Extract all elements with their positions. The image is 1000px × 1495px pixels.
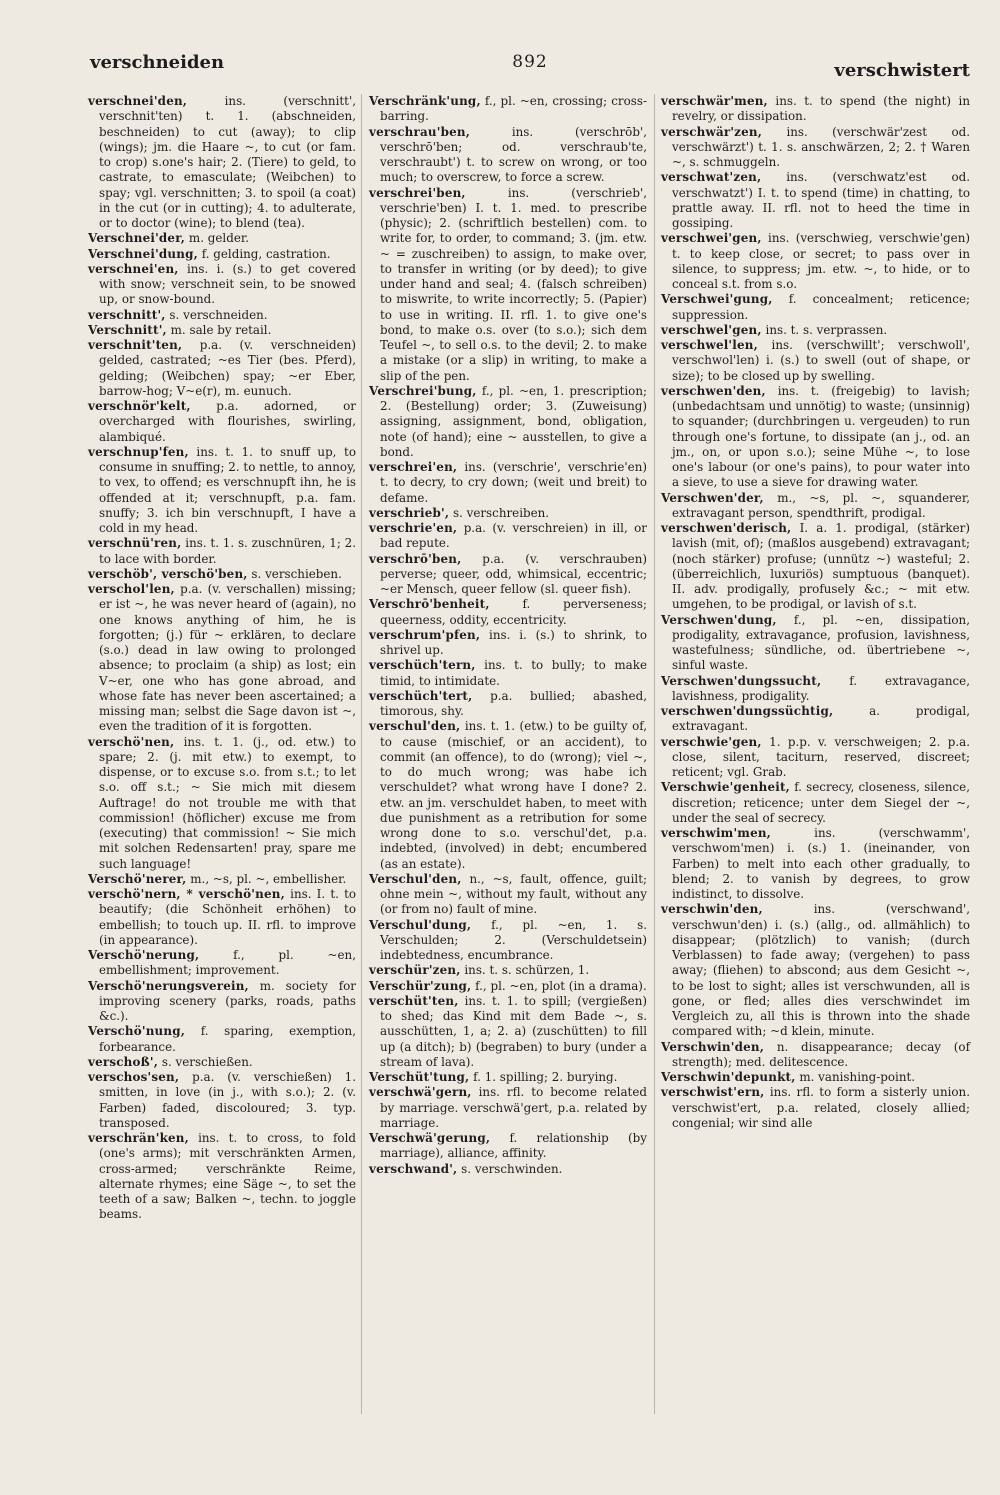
- entry-headword: verschul'den,: [369, 719, 461, 734]
- column-divider: [361, 94, 362, 1414]
- entry-headword: verschwim'men,: [661, 826, 772, 840]
- entry-definition: f., pl. ~en, dissipation, prodigality, extravagance, profusion, lavishness, wastefulness; sündliche, od. übertriebene ~, sinful waste.: [672, 612, 970, 673]
- left-guide-word: verschneiden: [90, 52, 225, 73]
- entry-definition: ins. t. s. schürzen, 1.: [460, 963, 590, 978]
- entry-headword: Verschnitt',: [88, 322, 167, 337]
- dictionary-entry: [369, 506, 647, 521]
- entry-headword: verschür'zen,: [369, 963, 461, 978]
- entry-headword: verschwä'gern,: [369, 1085, 472, 1100]
- entry-definition: f. relationship (by marriage), alliance, affinity.: [380, 1131, 647, 1161]
- entry-definition: ins. t. to bully; to make timid, to intimidate.: [380, 658, 647, 688]
- entry-definition: ins. rfl. to become related by marriage. verschwä'gert, p.a. related by marriage.: [380, 1085, 647, 1130]
- dictionary-entry: [88, 872, 356, 887]
- entry-headword: Verschö'nerung,: [88, 948, 200, 962]
- entry-headword: verschnup'fen,: [88, 444, 189, 459]
- entry-definition: ins. (verschwand', verschwun'den) i. (s.) (allg., od. allmählich) to disappear; (plötzlich) to vanish; (durch Verblassen) to fade away; (vergehen) to pass away; (fliehen) to abscond; aus dem Gesicht ~, to be lost to sight; alles ist verschwunden, all is gone, or fled; alles dies verschwindet im Vergleich zu, all this is thrown into the shade compared with; ~d klein, minute.: [672, 902, 970, 1039]
- entry-headword: Verschö'nung,: [88, 1024, 186, 1039]
- entry-headword: verschrau'ben,: [369, 124, 471, 139]
- dictionary-entry: [369, 872, 647, 918]
- dictionary-entry: [661, 94, 970, 125]
- entry-headword: verschrei'ben,: [369, 185, 466, 200]
- dictionary-entry: [88, 1055, 356, 1070]
- dictionary-entry: [661, 735, 970, 781]
- entry-headword: verschrum'pfen,: [369, 627, 481, 642]
- entry-definition: p.a. (v. verschreien) in ill, or bad repute.: [380, 521, 647, 551]
- entry-definition: f., pl. ~en, 1. s. Verschulden; 2. (Verschuldetsein) indebtedness, encumbrance.: [380, 917, 647, 962]
- entry-definition: ins. t. 1. (etw.) to be guilty of, to cause (mischief, or an accident), to commit (an offence), to do (wrong); viel ~, to do much wrong; was habe ich verschuldet? what wrong have I done? 2. etw. an jm. verschuldet haben, to meet with due punishment as a retribution for some wrong done to s.o. verschul'det, p.a. indebted, (involved) in debt; encumbered (as an estate).: [380, 719, 647, 871]
- entry-headword: verschwand',: [369, 1161, 458, 1176]
- dictionary-entry: [88, 399, 356, 445]
- column-divider: [654, 94, 655, 1414]
- entry-headword: verschwen'derisch,: [661, 521, 792, 535]
- entry-definition: f., pl. ~en, plot (in a drama).: [471, 978, 647, 993]
- entry-definition: ins. rfl. to form a sisterly union. verschwist'ert, p.a. related, closely allied; congenial; wir sind alle: [672, 1085, 970, 1130]
- entry-headword: Verschwä'gerung,: [369, 1131, 491, 1145]
- entry-definition: p.a. (v. verschallen) missing; er ist ~, he was never heard of (again), no one knows anything of him, he is forgotten; (j.) für ~ erklären, to declare (s.o.) dead in law owing to prolonged absence; to proclaim (a ship) as lost; ein V~er, one who has gone abroad, and whose fate has never been ascertained; a missing man; selbst die Sage davon ist ~, even the tradition of it is forgotten.: [99, 582, 356, 734]
- entry-definition: m. society for improving scenery (parks, roads, paths &c.).: [99, 978, 356, 1023]
- dictionary-entry: [88, 567, 356, 582]
- entry-headword: Verschwen'dungssucht,: [661, 673, 822, 688]
- entry-definition: f. 1. spilling; 2. burying.: [469, 1070, 618, 1084]
- dictionary-column-2: [369, 94, 647, 1177]
- entry-headword: verschwel'gen,: [661, 322, 762, 337]
- dictionary-entry: [88, 308, 356, 323]
- entry-definition: n., ~s, fault, offence, guilt; ohne mein ~, without my fault, without any (or from no) fault of mine.: [380, 871, 647, 917]
- dictionary-entry: [88, 323, 356, 338]
- entry-definition: ins. (verschwär'zest od. verschwärzt') t. 1. s. anschwärzen, 2; 2. † Waren ~, s. schmuggeln.: [672, 124, 970, 169]
- dictionary-entry: [369, 1131, 647, 1162]
- entry-definition: f. concealment; reticence; suppression.: [672, 292, 970, 322]
- entry-headword: Verschnei'der,: [88, 231, 186, 246]
- dictionary-entry: [369, 994, 647, 1070]
- dictionary-entry: [661, 826, 970, 902]
- entry-headword: Verschul'den,: [369, 871, 462, 886]
- entry-definition: f. gelding, castration.: [197, 246, 331, 261]
- entry-headword: verschrän'ken,: [88, 1131, 189, 1145]
- entry-definition: f. sparing, exemption, forbearance.: [99, 1024, 356, 1054]
- dictionary-entry: [369, 552, 647, 598]
- entry-headword: Verschwei'gung,: [661, 292, 773, 307]
- dictionary-entry: [88, 1024, 356, 1055]
- entry-definition: a. prodigal, extravagant.: [672, 704, 970, 734]
- dictionary-entry: [369, 597, 647, 628]
- dictionary-entry: [88, 735, 356, 872]
- entry-headword: Verschrō'benheit,: [369, 597, 490, 612]
- entry-headword: verschos'sen,: [88, 1070, 180, 1084]
- dictionary-entry: [369, 689, 647, 720]
- dictionary-entry: [369, 979, 647, 994]
- dictionary-entry: [661, 323, 970, 338]
- dictionary-entry: [88, 445, 356, 537]
- entry-headword: verschwei'gen,: [661, 231, 762, 246]
- dictionary-entry: [661, 613, 970, 674]
- entry-headword: Verschwie'genheit,: [661, 780, 790, 795]
- entry-definition: ins. (verschwillt'; verschwoll', verschwol'len) i. (s.) to swell (out of shape, or size); to be closed up by swelling.: [672, 338, 970, 383]
- entry-headword: verschoß',: [88, 1054, 159, 1069]
- entry-headword: verschwat'zen,: [661, 170, 762, 185]
- dictionary-entry: [88, 231, 356, 246]
- dictionary-entry: [369, 918, 647, 964]
- entry-headword: Verschwin'den,: [661, 1039, 765, 1054]
- right-guide-word: verschwistert: [834, 60, 970, 81]
- dictionary-entry: [88, 338, 356, 399]
- entry-headword: Verschränk'ung,: [369, 94, 481, 108]
- dictionary-entry: [661, 780, 970, 826]
- entry-headword: Verschö'nerungsverein,: [88, 978, 249, 993]
- entry-headword: verschüt'ten,: [369, 993, 459, 1008]
- entry-headword: verschwie'gen,: [661, 734, 762, 749]
- entry-definition: ins. t. (freigebig) to lavish; (unbedachtsam und unnötig) to waste; (unsinnig) to squander; (durchbringen u. vergeuden) to run through one's fortune, to dissipate (an j., od. an jm., on, or upon s.o.); seine Mühe ~, to lose one's labour (or one's pains), to pour water into a sieve, to use a sieve for drawing water.: [672, 383, 971, 490]
- entry-definition: p.a. (v. verschrauben) perverse; queer, odd, whimsical, eccentric; ~er Mensch, queer fellow (sl. queer fish).: [380, 551, 647, 596]
- dictionary-entry: [661, 384, 970, 491]
- dictionary-entry: [369, 719, 647, 872]
- dictionary-entry: [661, 231, 970, 292]
- dictionary-entry: [369, 1162, 647, 1177]
- entry-definition: ins. t. to cross, to fold (one's arms); mit verschränkten Armen, cross-armed; verschränkte Reime, alternate rhymes; eine Säge ~, to set the teeth of a saw; Balken ~, techn. to joggle beams.: [99, 1131, 356, 1222]
- entry-definition: 1. p.p. v. verschweigen; 2. p.a. close, silent, taciturn, reserved, discreet; reticent; vgl. Grab.: [672, 734, 970, 779]
- entry-headword: verschö'nern, * verschö'nen,: [88, 887, 285, 901]
- entry-definition: f., pl. ~en, embellishment; improvement.: [99, 948, 356, 978]
- entry-definition: ins. t. s. verprassen.: [761, 322, 888, 337]
- dictionary-entry: [661, 1070, 970, 1085]
- entry-definition: ins. (verschnitt', verschnit'ten) t. 1. (abschneiden, beschneiden) to cut (away); to clip (wings); jm. die Haare ~, to cut (or fam. to crop) s.one's hair; 2. (Tiere) to geld, to castrate, to emasculate; (Weibchen) to spay; vgl. verschnitten; 3. to spoil (a coat) in the cut (or in cutting); 4. to adulterate, or to doctor (wine); to blend (tea).: [99, 94, 356, 230]
- entry-definition: ins. i. (s.) to get covered with snow; verschneit sein, to be snowed up, or snow-bound.: [99, 261, 356, 307]
- dictionary-entry: [369, 1085, 647, 1131]
- entry-headword: Verschüt'tung,: [369, 1070, 470, 1084]
- entry-definition: ins. (verschrōb', verschrō'ben; od. verschraub'te, verschraubt') t. to screw on wrong, or too much; to overscrew, to force a screw.: [380, 124, 647, 185]
- entry-headword: verschöb', verschö'ben,: [88, 566, 248, 581]
- entry-definition: p.a. adorned, or overcharged with flourishes, swirling, alambiqué.: [99, 399, 356, 444]
- entry-definition: ins. (verschwamm', verschwom'men) i. (s.) 1. (ineinander, von Farben) to melt into each other gradually, to blend; 2. to vanish by degrees, to grow indistinct, to dissolve.: [672, 826, 970, 901]
- entry-definition: p.a. (v. verschießen) 1. smitten, in love (in j., with s.o.); 2. (v. Farben) faded, discoloured; 3. typ. transposed.: [99, 1070, 356, 1130]
- dictionary-entry: [661, 521, 970, 613]
- entry-definition: m. gelder.: [185, 231, 250, 246]
- entry-definition: ins. (verschwatz'est od. verschwatzt') I. t. to spend (time) in chatting, to prattle away. II. rfl. not to heed the time in gossiping.: [672, 170, 970, 230]
- page-header: [90, 52, 970, 86]
- dictionary-entry: [661, 704, 970, 735]
- entry-headword: verschüch'tert,: [369, 688, 473, 703]
- entry-definition: n. disappearance; decay (of strength); med. delitescence.: [672, 1039, 970, 1069]
- dictionary-entry: [661, 902, 970, 1039]
- dictionary-entry: [369, 125, 647, 186]
- entry-definition: ins. t. 1. (j., od. etw.) to spare; 2. (j. mit etw.) to exempt, to dispense, or to excuse s.o. from s.t.; to let s.o. off s.t.; ~ Sie mich mit diesem Auftrage! do not trouble me with that commission! (höflicher) excuse me from (executing) that commission! ~ Sie mich mit solchen Redensarten! pray, spare me such language!: [99, 734, 356, 871]
- entry-definition: I. a. 1. prodigal, (stärker) lavish (mit, of); (maßlos ausgebend) extravagant; (noch stärker) profuse; (unnütz ~) wasteful; 2. (überreichlich, luxuriös) sumptuous (banquet). II. adv. prodigally, profusely &c.; ~ mit etw. umgehen, to be prodigal, or lavish of s.t.: [672, 521, 970, 612]
- dictionary-entry: [661, 170, 970, 231]
- entry-headword: verschnitt',: [88, 307, 166, 322]
- dictionary-entry: [369, 384, 647, 460]
- entry-headword: verschwen'den,: [661, 383, 766, 398]
- dictionary-entry: [369, 963, 647, 978]
- dictionary-entry: [369, 186, 647, 384]
- entry-headword: verschnei'den,: [88, 94, 188, 108]
- dictionary-entry: [369, 521, 647, 552]
- entry-headword: Verschö'nerer,: [88, 871, 187, 886]
- page-number: 892: [512, 52, 548, 72]
- entry-headword: verschwär'zen,: [661, 124, 763, 139]
- entry-headword: verschnei'en,: [88, 261, 179, 276]
- entry-headword: verschnör'kelt,: [88, 399, 191, 413]
- entry-headword: verschrie'en,: [369, 521, 458, 535]
- entry-definition: ins. t. 1. to spill; (vergießen) to shed; das Kind mit dem Bade ~, s. ausschütten, 1, a; 2. a) (zuschütten) to fill up (a ditch); b) (begraben) to bury (under a stream of lava).: [380, 993, 647, 1069]
- entry-definition: f. secrecy, closeness, silence, discretion; reticence; unter dem Siegel der ~, under the seal of secrecy.: [672, 780, 970, 825]
- entry-headword: Verschrei'bung,: [369, 383, 477, 398]
- entry-definition: ins. (verschrie', verschrie'en) t. to decry, to cry down; (weit und breit) to defame.: [380, 460, 647, 505]
- entry-definition: ins. I. t. to beautify; (die Schönheit erhöhen) to embellish; to touch up. II. rfl. to improve (in appearance).: [99, 887, 357, 947]
- entry-headword: verschwen'dungssüchtig,: [661, 704, 834, 718]
- dictionary-column-1: [88, 94, 356, 1223]
- entry-headword: verschwel'len,: [661, 338, 758, 352]
- entry-definition: s. verschießen.: [158, 1054, 253, 1069]
- dictionary-entry: [369, 658, 647, 689]
- entry-headword: verschö'nen,: [88, 734, 175, 749]
- dictionary-entry: [369, 460, 647, 506]
- dictionary-entry: [369, 628, 647, 659]
- entry-headword: Verschwen'dung,: [661, 612, 777, 627]
- dictionary-entry: [661, 292, 970, 323]
- entry-headword: verschnit'ten,: [88, 338, 183, 352]
- dictionary-entry: [88, 94, 356, 231]
- entry-definition: m. vanishing-point.: [795, 1070, 916, 1084]
- entry-definition: ins. i. (s.) to shrink, to shrivel up.: [380, 627, 647, 657]
- entry-definition: p.a. bullied; abashed, timorous, shy.: [380, 688, 647, 718]
- entry-definition: s. verschreiben.: [449, 505, 550, 520]
- entry-headword: verschol'len,: [88, 582, 175, 596]
- entry-definition: s. verschneiden.: [165, 307, 268, 322]
- entry-headword: Verschwin'depunkt,: [661, 1070, 796, 1084]
- entry-headword: Verschwen'der,: [661, 490, 764, 505]
- entry-definition: f. perverseness; queerness, oddity, eccentricity.: [380, 597, 647, 627]
- dictionary-entry: [88, 887, 356, 948]
- entry-definition: s. verschieben.: [247, 566, 342, 581]
- dictionary-entry: [88, 247, 356, 262]
- entry-definition: ins. (verschrieb', verschrie'ben) I. t. 1. med. to prescribe (physic); 2. (schriftlich bestellen) com. to write for, to order, to command; 3. (jm. etw. ~ = zuschreiben) to assign, to make over, to transfer in writing (or by deed); to give under hand and seal; 4. (falsch schreiben) to miswrite, to write incorrectly; 5. (Papier) to use in writing. II. rfl. 1. to give one's bond, to make o.s. over (to s.o.); sich dem Teufel ~, to sell o.s. to the devil; 2. to make a mistake (or a slip) in writing, to make a slip of the pen.: [380, 185, 647, 383]
- entry-definition: f., pl. ~en, 1. prescription; 2. (Bestellung) order; 3. (Zuweisung) assigning, assignment, bond, obligation, note (of hand); eine ~ ausstellen, to give a bond.: [380, 383, 647, 459]
- dictionary-entry: [88, 979, 356, 1025]
- entry-headword: verschnü'ren,: [88, 536, 182, 551]
- entry-headword: verschwär'men,: [661, 94, 768, 108]
- dictionary-entry: [369, 94, 647, 125]
- entry-definition: f. extravagance, lavishness, prodigality.: [672, 673, 970, 703]
- entry-headword: verschwin'den,: [661, 902, 763, 917]
- entry-definition: ins. t. 1. s. zuschnüren, 1; 2. to lace with border.: [99, 536, 356, 566]
- dictionary-entry: [661, 338, 970, 384]
- entry-definition: p.a. (v. verschneiden) gelded, castrated; ~es Tier (bes. Pferd), gelding; (Weibchen) spay; ~er Eber, barrow-hog; V~e(r), m. eunuch.: [99, 338, 356, 398]
- entry-definition: m. sale by retail.: [166, 322, 272, 337]
- entry-definition: ins. t. to spend (the night) in revelry, or dissipation.: [672, 94, 970, 124]
- dictionary-entry: [661, 674, 970, 705]
- entry-definition: m., ~s, pl. ~, squanderer, extravagant person, spendthrift, prodigal.: [672, 490, 970, 520]
- dictionary-entry: [88, 1070, 356, 1131]
- entry-headword: verschrieb',: [369, 505, 450, 520]
- dictionary-entry: [88, 262, 356, 308]
- dictionary-column-3: [661, 94, 970, 1131]
- dictionary-entry: [88, 536, 356, 567]
- dictionary-entry: [369, 1070, 647, 1085]
- dictionary-entry: [661, 1085, 970, 1131]
- dictionary-entry: [661, 491, 970, 522]
- entry-definition: f., pl. ~en, crossing; cross-barring.: [380, 94, 647, 124]
- entry-headword: Verschür'zung,: [369, 978, 472, 993]
- entry-definition: s. verschwinden.: [457, 1161, 563, 1176]
- dictionary-entry: [661, 125, 970, 171]
- entry-headword: verschrei'en,: [369, 460, 458, 474]
- entry-definition: ins. (verschwieg, verschwie'gen) t. to keep close, or secret; to pass over in silence, to suppress; jm. etw. ~, to hide, or to conceal s.t. from s.o.: [672, 231, 970, 291]
- entry-headword: verschrō'ben,: [369, 551, 462, 566]
- dictionary-entry: [88, 1131, 356, 1223]
- entry-definition: ins. t. 1. to snuff up, to consume in snuffing; 2. to nettle, to annoy, to vex, to offend; es verschnupft ihn, he is offended at it; verschnupft, p.a. fam. snuffy; 3. ich bin verschnupft, I have a cold in my head.: [99, 444, 356, 535]
- entry-definition: m., ~s, pl. ~, embellisher.: [186, 871, 347, 886]
- entry-headword: Verschnei'dung,: [88, 246, 198, 261]
- dictionary-entry: [88, 582, 356, 735]
- dictionary-entry: [88, 948, 356, 979]
- dictionary-entry: [661, 1040, 970, 1071]
- entry-headword: verschwist'ern,: [661, 1085, 765, 1100]
- entry-headword: verschüch'tern,: [369, 658, 476, 673]
- entry-headword: Verschul'dung,: [369, 917, 472, 932]
